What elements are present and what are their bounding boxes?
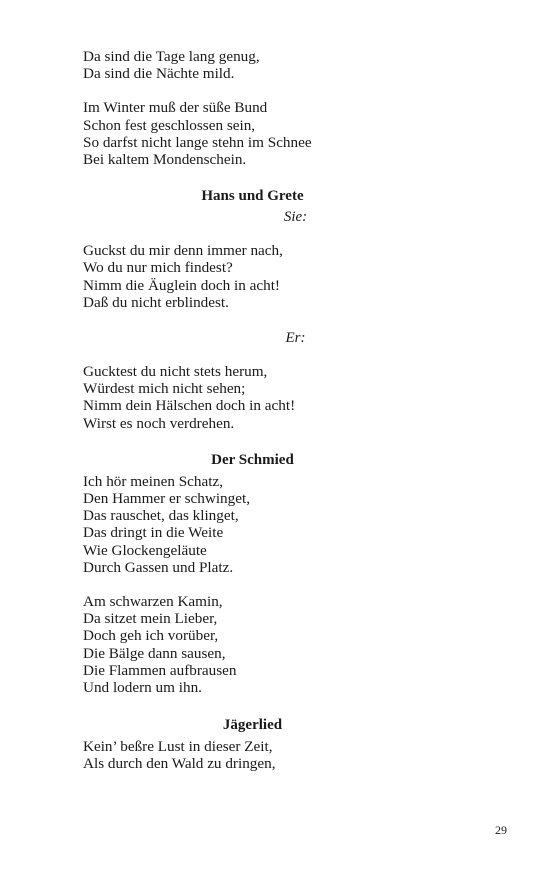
verse-line: Da sitzet mein Lieber, xyxy=(83,610,218,628)
verse-line: Kein’ beßre Lust in dieser Zeit, xyxy=(83,738,273,756)
verse-line: Die Bälge dann sausen, xyxy=(83,644,226,662)
verse-line: Daß du nicht erblindest. xyxy=(83,293,229,311)
verse-line: Würdest mich nicht sehen; xyxy=(83,380,246,398)
verse-line: Nimm die Äuglein doch in acht! xyxy=(83,276,280,294)
poem-title: Jägerlied xyxy=(222,717,283,734)
stanza-continued-1 xyxy=(83,48,503,82)
speaker-label: Er: xyxy=(285,330,306,347)
verse-line: Nimm dein Hälschen doch in acht! xyxy=(83,397,296,415)
verse-line: Wirst es noch verdrehen. xyxy=(83,414,235,432)
stanza-schmied-2 xyxy=(83,593,503,696)
verse-line: Ich hör meinen Schatz, xyxy=(83,472,224,490)
verse-line: Und lodern um ihn. xyxy=(83,679,202,697)
stanza-hans-1 xyxy=(83,242,503,311)
verse-line: Die Flammen aufbrausen xyxy=(83,661,237,679)
verse-line: Da sind die Tage lang genug, xyxy=(83,48,260,65)
verse-line: Guckst du mir denn immer nach, xyxy=(83,242,283,260)
verse-line: Als durch den Wald zu dringen, xyxy=(83,755,276,773)
verse-line: So darfst nicht lange stehn im Schnee xyxy=(83,133,312,151)
verse-line: Wo du nur mich findest? xyxy=(83,259,233,277)
verse-line: Schon fest geschlossen sein, xyxy=(83,116,256,134)
text-column xyxy=(83,48,503,773)
verse-line: Wie Glockengeläute xyxy=(83,541,207,559)
verse-line: Durch Gassen und Platz. xyxy=(83,558,234,576)
stanza-hans-2 xyxy=(83,363,503,432)
stanza-continued-2 xyxy=(83,99,503,168)
page-number: 29 xyxy=(495,823,507,837)
poem-title: Hans und Grete xyxy=(201,188,304,205)
verse-line: Gucktest du nicht stets herum, xyxy=(83,363,268,381)
stanza-jaeger-1 xyxy=(83,738,503,772)
verse-line: Das dringt in die Weite xyxy=(83,524,224,542)
poem-title: Der Schmied xyxy=(211,451,294,468)
stanza-schmied-1 xyxy=(83,473,503,576)
speaker-label: Sie: xyxy=(283,209,308,226)
verse-line: Den Hammer er schwinget, xyxy=(83,490,251,508)
verse-line: Bei kaltem Mondenschein. xyxy=(83,151,247,169)
verse-line: Da sind die Nächte mild. xyxy=(83,65,235,83)
verse-line: Das rauschet, das klinget, xyxy=(83,507,239,525)
verse-line: Doch geh ich vorüber, xyxy=(83,627,219,645)
verse-line: Am schwarzen Kamin, xyxy=(83,593,223,611)
verse-line: Im Winter muß der süße Bund xyxy=(83,99,268,117)
